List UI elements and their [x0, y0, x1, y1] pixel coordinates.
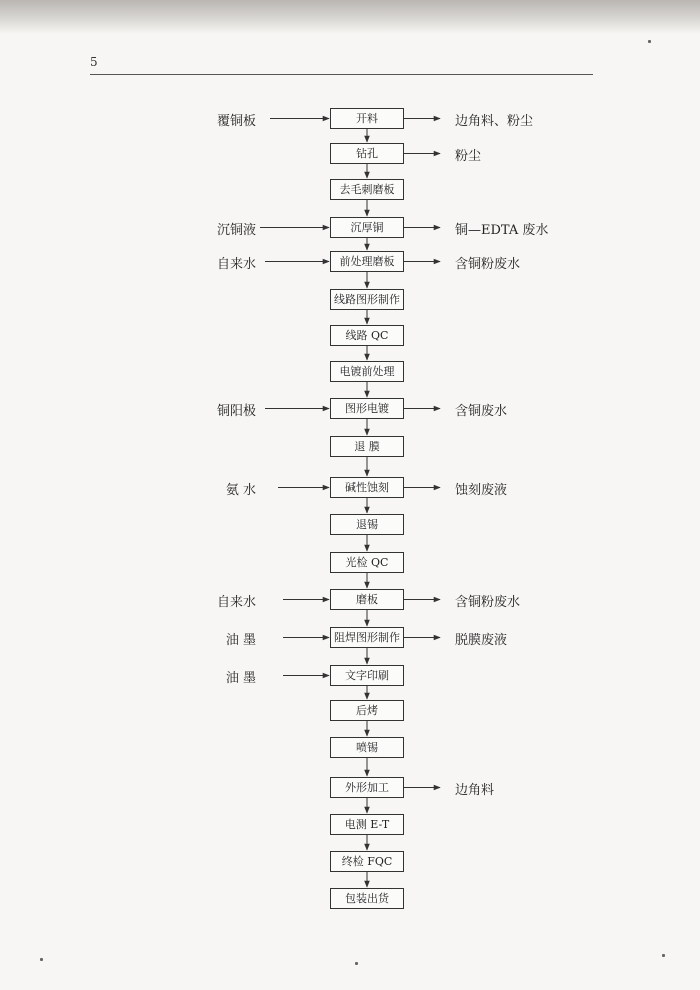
process-step-box: 碱性蚀刻 [330, 477, 404, 498]
process-step-box: 线路 QC [330, 325, 404, 346]
output-waste-label: 边角料、粉尘 [455, 113, 534, 129]
output-waste-label: 含铜废水 [455, 403, 508, 419]
scan-speck [40, 958, 43, 961]
output-waste-label: 蚀刻废液 [455, 482, 508, 498]
input-material-label: 油 墨 [225, 670, 256, 686]
page-number: 5 [90, 55, 98, 69]
process-step-box: 终检 FQC [330, 851, 404, 872]
output-waste-label: 含铜粉废水 [455, 594, 521, 610]
process-step-box: 退 膜 [330, 436, 404, 457]
input-material-label: 铜阳极 [216, 403, 256, 419]
process-step-box: 开料 [330, 108, 404, 129]
output-waste-label: 含铜粉废水 [455, 256, 521, 272]
process-step-box: 后烤 [330, 700, 404, 721]
input-material-label: 自来水 [216, 594, 256, 610]
process-step-box: 线路图形制作 [330, 289, 404, 310]
process-step-box: 外形加工 [330, 777, 404, 798]
process-step-box: 文字印刷 [330, 665, 404, 686]
process-step-box: 沉厚铜 [330, 217, 404, 238]
process-step-box: 磨板 [330, 589, 404, 610]
process-step-box: 钻孔 [330, 143, 404, 164]
process-step-box: 前处理磨板 [330, 251, 404, 272]
input-material-label: 氨 水 [225, 482, 256, 498]
input-material-label: 沉铜液 [216, 222, 256, 238]
process-step-box: 电镀前处理 [330, 361, 404, 382]
process-step-box: 喷锡 [330, 737, 404, 758]
process-step-box: 去毛刺磨板 [330, 179, 404, 200]
scan-speck [662, 954, 665, 957]
process-step-box: 光检 QC [330, 552, 404, 573]
process-step-box: 退锡 [330, 514, 404, 535]
output-waste-label: 粉尘 [455, 148, 482, 164]
input-material-label: 油 墨 [225, 632, 256, 648]
output-waste-label: 铜—EDTA 废水 [455, 222, 549, 238]
output-waste-label: 脱膜废液 [455, 632, 508, 648]
input-material-label: 覆铜板 [216, 113, 256, 129]
process-step-box: 图形电镀 [330, 398, 404, 419]
process-step-box: 电测 E-T [330, 814, 404, 835]
scan-speck [355, 962, 358, 965]
scan-speck [648, 40, 651, 43]
input-material-label: 自来水 [216, 256, 256, 272]
output-waste-label: 边角料 [455, 782, 495, 798]
process-step-box: 阻焊图形制作 [330, 627, 404, 648]
process-step-box: 包装出货 [330, 888, 404, 909]
